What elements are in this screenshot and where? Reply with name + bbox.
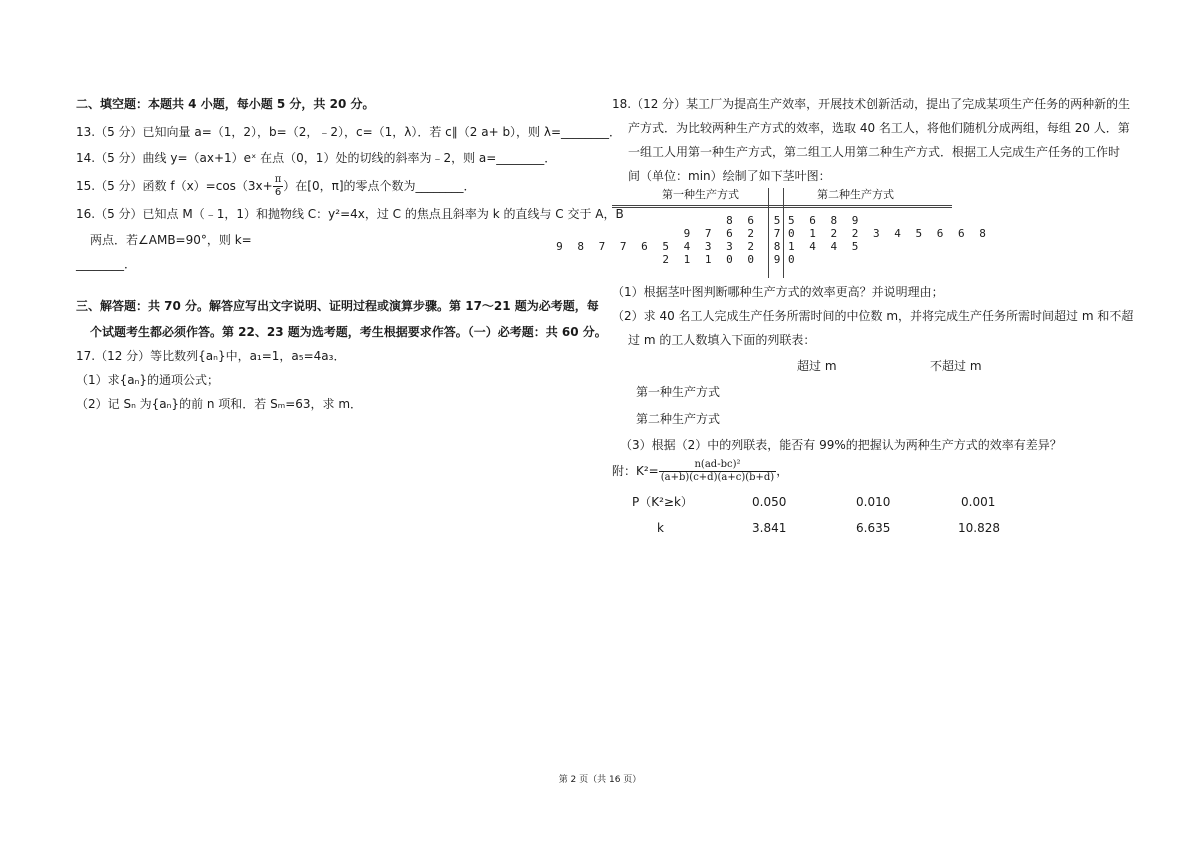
stem-value: 7 [773, 227, 781, 240]
stem-value: 5 [773, 214, 781, 227]
question-16-line1: 16.（5 分）已知点 M（﹣1，1）和抛物线 C：y²=4x，过 C 的焦点且斜率为 k 的直线与 C 交于 A，B [76, 207, 624, 221]
question-15 [76, 172, 476, 200]
question-17: 17.（12 分）等比数列{aₙ}中，a₁=1，a₅=4a₃． [76, 349, 346, 363]
k-label: k [657, 521, 664, 535]
question-15-suffix: ）在[0，π]的零点个数为________． [283, 179, 476, 193]
stem-header-rule [612, 205, 952, 206]
page-number-footer: 第 2 页（共 16 页） [558, 775, 642, 785]
stem-leaves-right: 5 6 8 9 [788, 214, 863, 227]
stem-leaf-plot [556, 188, 990, 278]
p-value-cell: 0.050 [752, 495, 787, 509]
question-16-line3: ________． [76, 257, 137, 271]
stem-header-rule-double [612, 207, 952, 208]
stem-leaves-right: 1 4 4 5 [788, 240, 863, 253]
stem-leaves-right: 0 [788, 253, 799, 266]
stem-row [556, 240, 952, 253]
k-squared-formula [612, 456, 788, 486]
pi-over-6-fraction [273, 174, 284, 199]
section2-title: 二、填空题：本题共 4 小题，每小题 5 分，共 20 分。 [76, 97, 375, 111]
stem-leaves-left: 9 7 6 2 [683, 227, 758, 240]
question-17-part2: （2）记 Sₙ 为{aₙ}的前 n 项和．若 Sₘ=63，求 m． [76, 397, 363, 411]
question-14: 14.（5 分）曲线 y=（ax+1）eˣ 在点（0，1）处的切线的斜率为﹣2，则 a=________． [76, 151, 557, 165]
formula-numerator: n(ad-bc)² [659, 459, 776, 472]
table-header-exceeds-m: 超过 m [797, 359, 837, 373]
k-value-cell: 3.841 [752, 521, 787, 535]
stem-leaves-left: 2 1 1 0 0 [662, 253, 758, 266]
fraction-denominator: 6 [274, 187, 282, 198]
section3-title-line2: 个试题考生都必须作答。第 22、23 题为选考题，考生根据要求作答。（一）必考题：共 60 分。 [90, 325, 607, 339]
formula-denominator: (a+b)(c+d)(a+c)(b+d) [660, 472, 775, 483]
question-18-line3: 一组工人用第一种生产方式，第二组工人用第二种生产方式．根据工人完成生产任务的工作时 [628, 145, 1121, 159]
stem-leaves-right: 0 1 2 2 3 4 5 6 6 8 [788, 227, 990, 240]
p-value-cell: 0.010 [856, 495, 891, 509]
question-18-part3: （3）根据（2）中的列联表，能否有 99%的把握认为两种生产方式的效率有差异？ [620, 438, 1062, 452]
k-value-cell: 6.635 [856, 521, 891, 535]
section3-title-line1: 三、解答题：共 70 分。解答应写出文字说明、证明过程或演算步骤。第 17～21 题为必考题，每 [76, 299, 599, 313]
question-18-part1: （1）根据茎叶图判断哪种生产方式的效率更高？并说明理由； [612, 285, 944, 299]
question-18-part2-line1: （2）求 40 名工人完成生产任务所需时间的中位数 m，并将完成生产任务所需时间超过 m 和不超 [612, 309, 1134, 323]
question-18-line1: 18.（12 分）某工厂为提高生产效率，开展技术创新活动，提出了完成某项生产任务的两种新的生 [612, 97, 1131, 111]
question-18-line4: 间（单位：min）绘制了如下茎叶图： [628, 169, 831, 183]
p-value-cell: 0.001 [961, 495, 996, 509]
stem-row [612, 227, 990, 240]
stem-leaves-left: 8 6 [726, 214, 758, 227]
k-squared-fraction [659, 459, 776, 484]
question-15-prefix: 15.（5 分）函数 f（x）=cos（3x+ [76, 179, 273, 193]
stem-header-first-method: 第一种生产方式 [662, 188, 739, 201]
stem-row [612, 253, 952, 266]
formula-suffix: ， [776, 464, 789, 478]
k-value-cell: 10.828 [958, 521, 1000, 535]
p-value-label: P（K²≥k） [632, 495, 693, 509]
fraction-numerator: π [274, 174, 282, 185]
question-18-line2: 产方式．为比较两种生产方式的效率，选取 40 名工人，将他们随机分成两组，每组 20 人．第 [628, 121, 1130, 135]
stem-header-second-method: 第二种生产方式 [817, 188, 894, 201]
question-16-line2: 两点．若∠AMB=90°，则 k= [90, 233, 252, 247]
stem-value: 8 [773, 240, 781, 253]
table-row-second-method: 第二种生产方式 [636, 412, 721, 426]
table-header-not-exceeds-m: 不超过 m [930, 359, 982, 373]
question-18-part2-line2: 过 m 的工人数填入下面的列联表： [628, 333, 816, 347]
stem-leaves-left: 9 8 7 7 6 5 4 3 3 2 [556, 240, 758, 253]
question-13: 13.（5 分）已知向量 a=（1，2），b=（2，﹣2），c=（1，λ）．若 c∥（2 a+ b），则 λ=________． [76, 125, 622, 139]
question-17-part1: （1）求{aₙ}的通项公式； [76, 373, 220, 387]
stem-row [612, 214, 952, 227]
formula-prefix: 附：K²= [612, 464, 659, 478]
stem-value: 9 [773, 253, 781, 266]
table-row-first-method: 第一种生产方式 [636, 385, 721, 399]
